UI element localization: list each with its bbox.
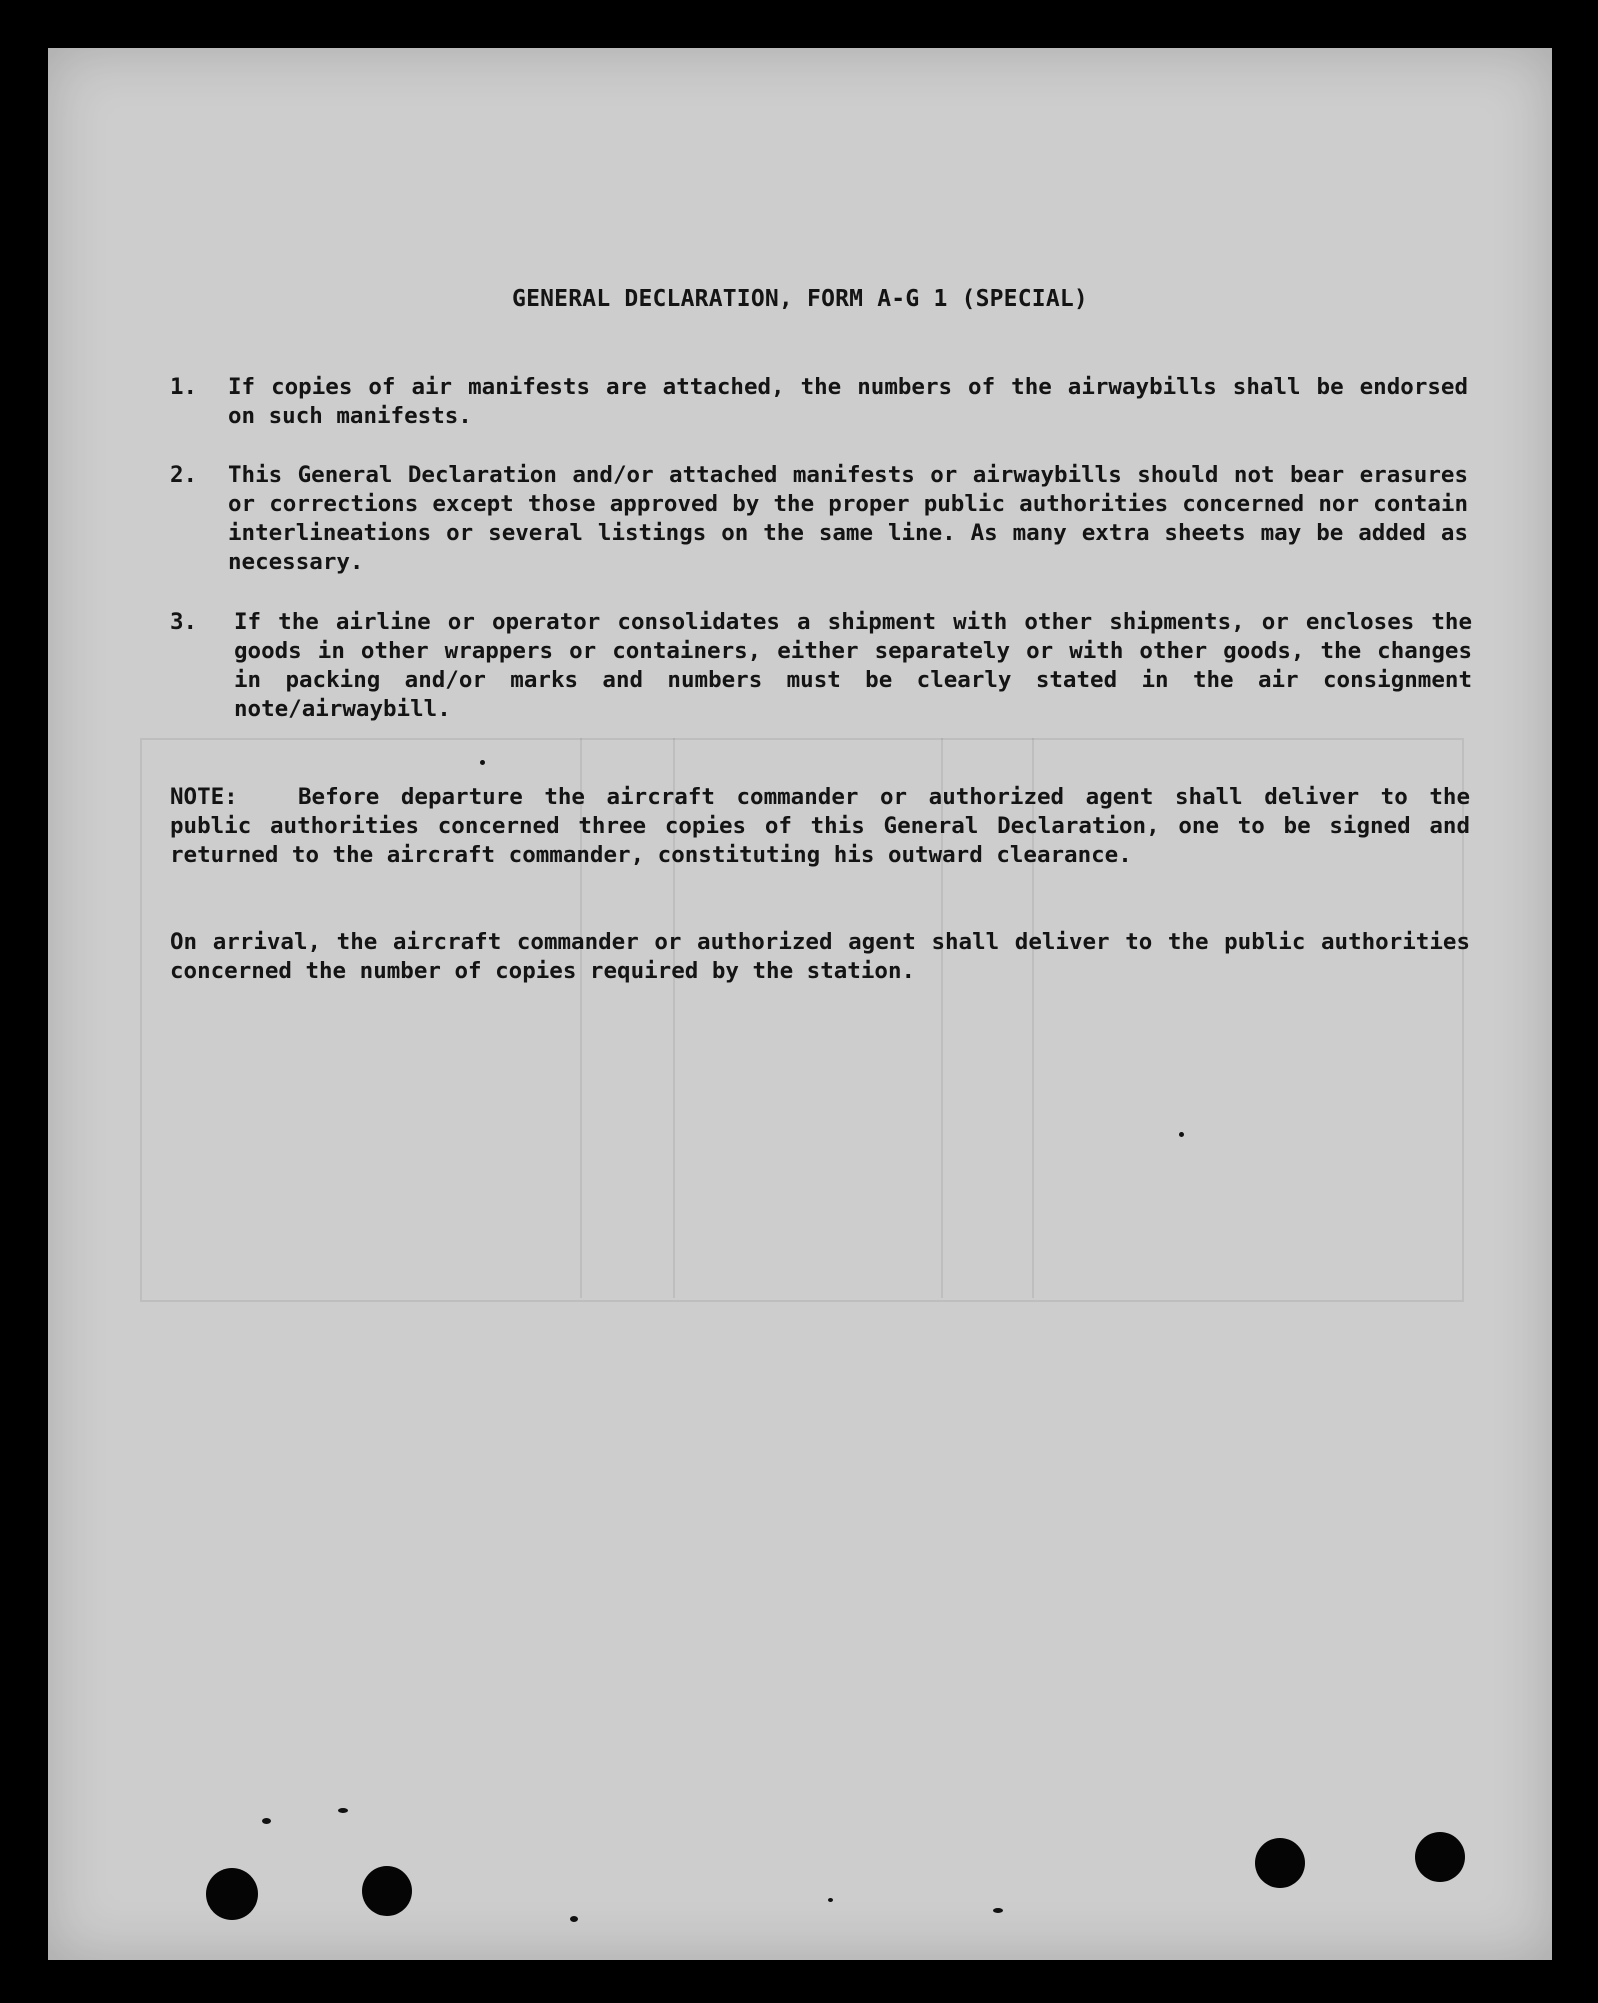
note-text: Before departure the aircraft commander or authorized agent shall deliver to the public authorities concerned three copies of this General Declaration, one to be signed and returned to the aircraft commander, constituting his outward clearance. [170, 784, 1470, 868]
item-number: 3. [170, 609, 198, 635]
punch-hole [1415, 1832, 1465, 1882]
arrival-paragraph: On arrival, the aircraft commander or authorized agent shall deliver to the public authorities concerned the number of copies required by the station. [170, 929, 1470, 984]
document-title: GENERAL DECLARATION, FORM A-G 1 (SPECIAL) [512, 286, 1088, 312]
item-text: If copies of air manifests are attached, the numbers of the airwaybills shall be endorsed on such manifests. [228, 374, 1468, 429]
note-label: NOTE: [170, 784, 238, 810]
speck [480, 760, 485, 765]
speck [828, 1898, 833, 1902]
document-page [48, 48, 1552, 1960]
punch-hole [1255, 1838, 1305, 1888]
speck [338, 1808, 348, 1813]
speck [1179, 1132, 1184, 1137]
item-text: This General Declaration and/or attached manifests or airwaybills should not bear erasures or corrections except those approved by the proper public authorities concerned nor contain interlineations or several listings on the same line. As many extra sheets may be added as necessary. [228, 462, 1468, 575]
item-number: 1. [170, 374, 198, 400]
note-paragraph [170, 783, 1470, 870]
speck [570, 1916, 578, 1922]
punch-hole [206, 1868, 258, 1920]
item-text: If the airline or operator consolidates a shipment with other shipments, or encloses the goods in other wrappers or containers, either separately or with other goods, the changes in packing and/or marks and numbers must be clearly stated in the air consignment note/airwaybill. [234, 609, 1472, 722]
speck [993, 1908, 1003, 1913]
speck [262, 1818, 271, 1824]
item-number: 2. [170, 462, 198, 488]
punch-hole [362, 1866, 412, 1916]
